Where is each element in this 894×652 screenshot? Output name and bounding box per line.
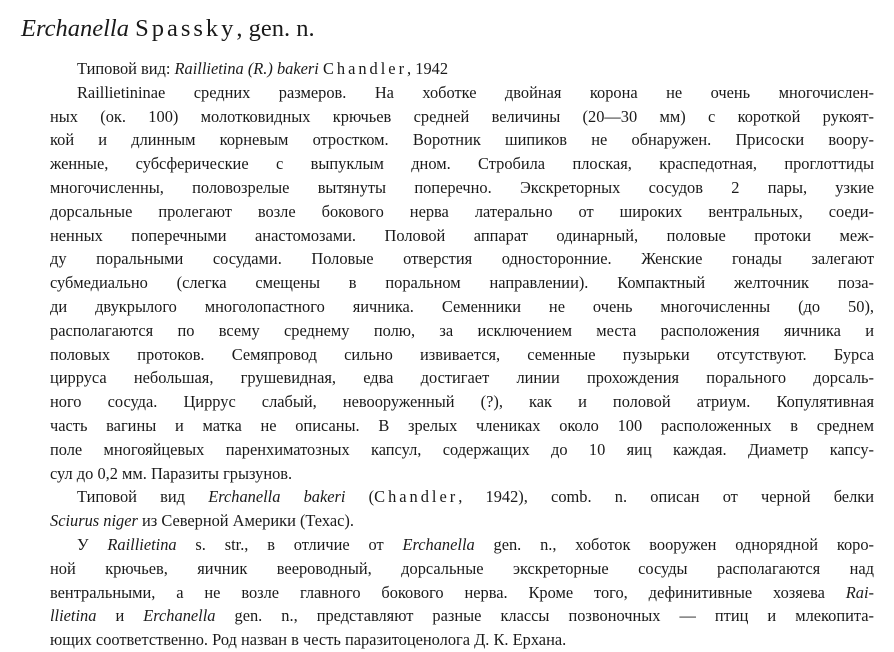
description-paragraph: [50, 81, 874, 486]
text-line: ди двукрылого многолопастного яичника. Семенники не очень многочисленны (до 50),: [50, 296, 874, 316]
text-run: gen. n., представляют разные классы позвоночных — птиц и млекопита-: [215, 606, 874, 626]
text-line: [50, 581, 874, 605]
text-line: ного сосуда. Циррус слабый, невооруженный (?), как и половой атриум. Копулятивная: [50, 392, 874, 412]
genus-author: Spassky: [135, 15, 237, 42]
type-species-paragraph: [50, 485, 874, 533]
text-line: [50, 533, 874, 557]
text-line: часть вагины и матка не описаны. В зрелых члениках около 100 расположенных в среднем: [50, 415, 874, 435]
genus-name: Erchanella: [402, 534, 475, 554]
text-line: ной крючьев, яичник веероводный, дорсальные экскреторные сосуды располагаются над: [50, 558, 874, 578]
text-run: (: [345, 487, 375, 507]
comparison-paragraph: [50, 533, 874, 652]
text-run: и: [96, 606, 144, 626]
type-species-author: Chandler: [322, 59, 408, 78]
text-line: половых протоков. Семяпровод сильно извивается, семенные пузырьки отсутствуют. Бурса: [50, 344, 874, 364]
genus-name: Rai-: [845, 582, 874, 602]
text-run: У: [77, 534, 108, 554]
text-line: поле многояйцевых паренхиматозных капсул, содержащих до 10 яиц каждая. Диаметр капсу-: [50, 439, 874, 459]
text-line: кой и длинным корневым отростком. Воротник шипиков не обнаружен. Присоски воору-: [50, 130, 874, 150]
text-run: Типовой вид: [77, 487, 209, 507]
type-species-label: Типовой вид:: [77, 59, 175, 78]
text-run: gen. n., хоботок вооружен однорядной коро-: [474, 534, 875, 554]
genus-name: Erchanella: [143, 606, 216, 626]
text-line: [50, 604, 874, 628]
text-line: [50, 509, 874, 533]
host-species-name: Sciurus niger: [50, 511, 138, 531]
genus-heading: [21, 14, 315, 44]
text-run: из Северной Америки (Техас).: [137, 511, 354, 531]
genus-name: Erchanella: [21, 15, 129, 42]
document-body: [50, 57, 874, 652]
genus-suffix: , gen. n.: [236, 15, 315, 42]
text-line: субмедиально (слегка смещены в поральном направлении). Компактный желточник поза-: [50, 273, 874, 293]
text-line: ющих соответственно. Род назван в честь паразитоценолога Д. К. Ерхана.: [50, 630, 567, 650]
text-line: дорсальные пролегают возле бокового нерва латерально от широких вентральных, соеди-: [50, 201, 874, 221]
genus-name: llietina: [50, 606, 97, 626]
text-line: сул до 0,2 мм. Паразиты грызунов.: [50, 463, 293, 483]
text-line: ду поральными сосудами. Половые отверстия односторонние. Женские гонады залегают: [50, 249, 874, 269]
type-species-name: Raillietina (R.) bakeri: [174, 59, 319, 78]
type-species-line: [50, 57, 874, 81]
text-line: многочисленны, половозрелые вытянуты поперечно. Экскреторных сосудов 2 пары, узкие: [50, 177, 874, 197]
text-run: , 1942), comb. n. описан от черной белки: [458, 487, 875, 507]
text-run: вентральными, а не возле главного бокового нерва. Кроме того, дефинитивные хозяева: [50, 582, 846, 602]
author-name: Chandler: [374, 487, 459, 507]
type-species-year: , 1942: [407, 59, 449, 78]
species-name: Erchanella bakeri: [208, 487, 346, 507]
text-run: s. str., в отличие от: [176, 534, 403, 554]
text-line: [50, 485, 874, 509]
text-line: ных (ок. 100) молотковидных крючьев средней величины (20—30 мм) с короткой рукоят-: [50, 106, 874, 126]
genus-name: Raillietina: [107, 534, 177, 554]
text-line: женные, субсферические с выпуклым дном. Стробила плоская, краспедотная, проглоттиды: [50, 154, 874, 174]
text-line: располагаются по всему среднему полю, за исключением места расположения яичника и: [50, 320, 874, 340]
text-line: Raillietininae средних размеров. На хоботке двойная корона не очень многочислен-: [77, 82, 874, 102]
text-line: цирруса небольшая, грушевидная, едва достигает линии прохождения порального дорсаль-: [50, 368, 874, 388]
text-line: ненных поперечными анастомозами. Половой аппарат одинарный, половые протоки меж-: [50, 225, 874, 245]
